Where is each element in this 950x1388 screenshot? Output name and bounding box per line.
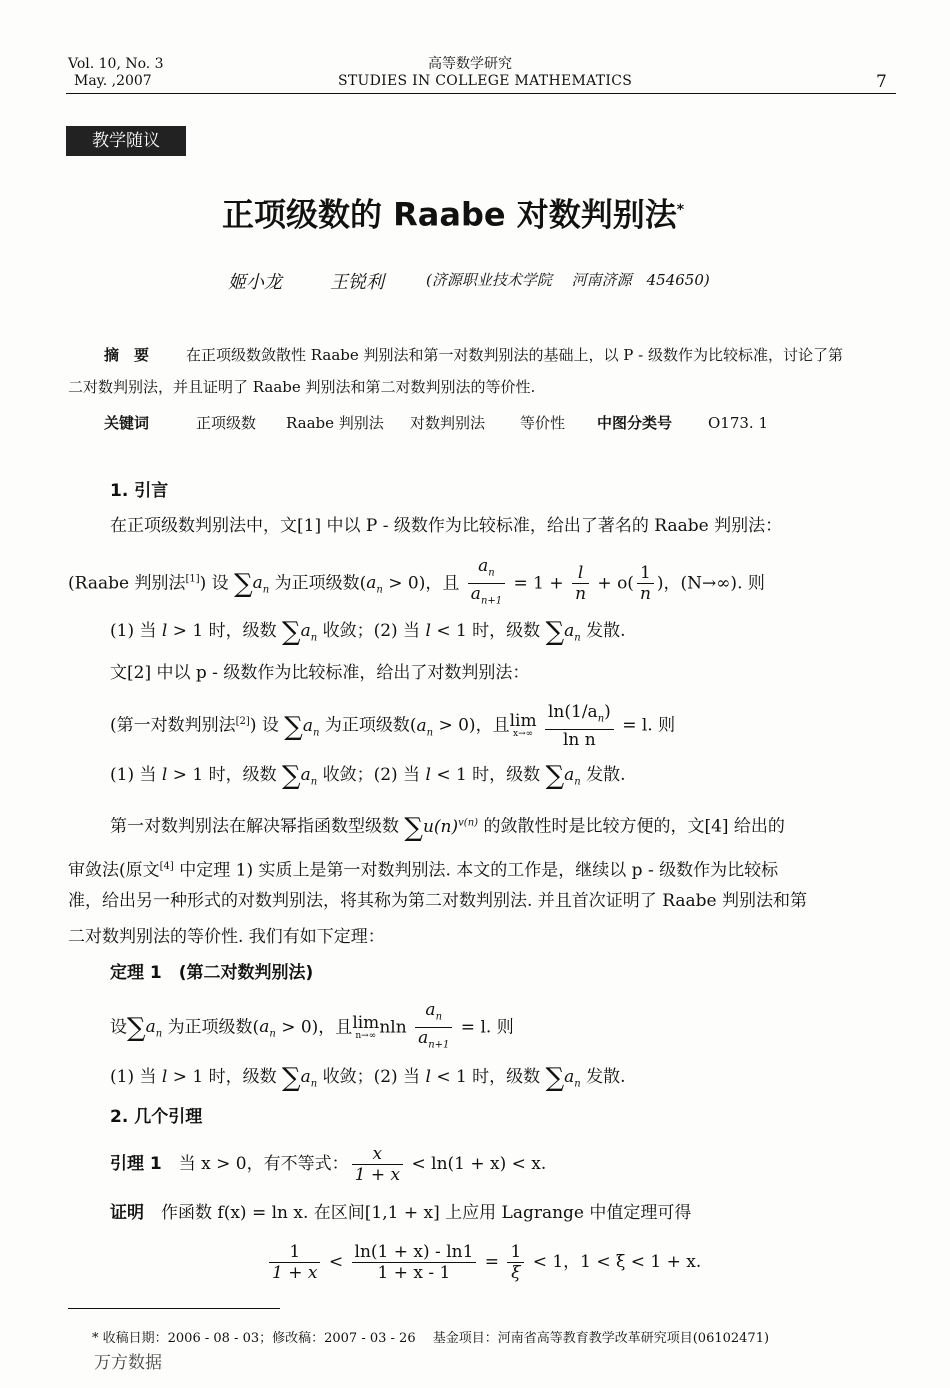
keyword-item: 等价性 xyxy=(520,414,566,432)
section-heading: 1. 引言 xyxy=(110,481,169,501)
raabe-test-result: (1) 当 l > 1 时，级数 $\sum a_n$ 收敛；(2) 当 l < 1 时，级数 $\sum a_n$ 发散. xyxy=(110,617,626,647)
paragraph-line: 审敛法(原文[4] 中定理 1) 实质上是第一对数判别法. 本文的工作是，继续以 p - 级数作为比较标 xyxy=(68,860,779,881)
journal-title-cn: 高等数学研究 xyxy=(428,56,512,72)
clc-label: 中图分类号 xyxy=(597,414,673,432)
fraction: $\frac{x}{1 + x}$ xyxy=(352,1144,403,1185)
issue-date: May. ,2007 xyxy=(74,73,152,89)
volume-info: Vol. 10, No. 3 xyxy=(68,56,164,72)
theorem-statement: 设$\sum a_n$ 为正项级数$(a_n > 0)$，且lim n→∞ nln $\frac{a_n}{a_{n+1}}$ = l. 则 xyxy=(110,1000,514,1044)
footnote-text: * 收稿日期：2006 - 08 - 03；修改稿：2007 - 03 - 26 基金项目：河南省高等教育教学改革研究项目(06102471) xyxy=(92,1331,770,1346)
watermark: 万方数据 xyxy=(94,1353,162,1373)
theorem-result: (1) 当 l > 1 时，级数 $\sum a_n$ 收敛；(2) 当 l < 1 时，级数 $\sum a_n$ 发散. xyxy=(110,1063,626,1093)
page-number: 7 xyxy=(876,72,887,92)
clc-value: O173. 1 xyxy=(708,414,769,432)
author-affiliation: (济源职业技术学院 河南济源 454650) xyxy=(426,271,710,289)
citation: [4] xyxy=(159,861,174,872)
author-name: 姬小龙 xyxy=(228,272,282,293)
log1-test-statement: (第一对数判别法[2]) 设 $\sum a_n$ 为正项级数$(a_n > 0)$，且lim x→∞ $\frac{\ln(1/a_n)}{\text{ln n}}$ = l. 则 xyxy=(110,701,676,751)
limit-symbol: lim n→∞ xyxy=(352,1012,380,1041)
citation: [2] xyxy=(235,716,250,727)
paragraph-line: 二对数判别法的等价性. 我们有如下定理： xyxy=(68,927,385,947)
fraction: $\frac{a_n}{a_{n+1}}$ xyxy=(468,556,505,612)
proof-line: 证明 作函数 f(x) = ln x. 在区间[1,1 + x] 上应用 Lagrange 中值定理可得 xyxy=(110,1203,692,1223)
abstract-line: 在正项级数敛散性 Raabe 判别法和第一对数判别法的基础上，以 P - 级数作为比较标准，讨论了第 xyxy=(186,346,844,364)
paragraph-line: 文[2] 中以 p - 级数作为比较标准，给出了对数判别法： xyxy=(110,663,530,683)
fraction: $\frac{1}{1 + x}$ xyxy=(269,1242,320,1283)
keyword-item: 正项级数 xyxy=(196,414,257,432)
fraction: $\frac{\ln(1/a_n)}{\text{ln n}}$ xyxy=(545,702,614,750)
paragraph-line: 准，给出另一种形式的对数判别法，将其称为第二对数判别法. 并且首次证明了 Raabe 判别法和第 xyxy=(68,891,808,911)
paper-title-text: 正项级数的 Raabe 对数判别法 xyxy=(222,195,677,234)
author-name: 王锐利 xyxy=(330,272,384,293)
fraction: $\frac{l}{n}$ xyxy=(572,563,589,604)
fraction: $\frac{\ln(1 + x) - \ln 1}{1 + x - 1}$ xyxy=(352,1242,477,1283)
limit-symbol: lim x→∞ xyxy=(509,711,537,740)
abstract-line: 二对数判别法，并且证明了 Raabe 判别法和第二对数判别法的等价性. xyxy=(68,378,536,396)
keyword-item: 对数判别法 xyxy=(410,414,486,432)
lemma-statement: 引理 1 当 x > 0，有不等式： $\frac{x}{1 + x}$ < ln(1 + x) < x. xyxy=(110,1144,547,1185)
keywords-label: 关键词 xyxy=(104,414,150,432)
equation: $\frac{1}{1 + x}$ < $\frac{\ln(1 + x) - \ln 1}{1 + x - 1}$ = $\frac{1}{\xi}$ < 1，1 < ξ < 1 + x. xyxy=(266,1236,701,1288)
citation: [1] xyxy=(185,573,200,585)
log1-test-result: (1) 当 l > 1 时，级数 $\sum a_n$ 收敛；(2) 当 l < 1 时，级数 $\sum a_n$ 发散. xyxy=(110,761,626,791)
section-heading: 2. 几个引理 xyxy=(110,1107,203,1127)
footnote-rule xyxy=(68,1308,280,1309)
paragraph-line: 在正项级数判别法中，文[1] 中以 P - 级数作为比较标准，给出了著名的 Raabe 判别法： xyxy=(110,516,783,536)
paragraph-line: 第一对数判别法在解决幂指函数型级数 $\sum u(n)^{v(n)}$ 的敛散性时是比较方便的，文[4] 给出的 xyxy=(110,812,785,843)
header-rule xyxy=(66,93,896,94)
abstract-label: 摘 要 xyxy=(104,346,150,364)
title-footnote-mark: * xyxy=(676,202,685,218)
fraction: $\frac{a_n}{a_{n+1}}$ xyxy=(415,1000,452,1056)
theorem-label: 定理 1 (第二对数判别法) xyxy=(110,963,314,983)
fraction: $\frac{1}{n}$ xyxy=(637,563,654,604)
raabe-test-statement: (Raabe 判别法[1]) 设 $\sum a_n$ 为正项级数$(a_n > 0)$，且 $\frac{a_n}{a_{n+1}}$ = 1 + $\frac{l}{n}$ + o( $\frac{1}{n}$ )，(N→∞). 则 xyxy=(68,556,765,600)
paper-title xyxy=(222,188,684,237)
journal-title-en: STUDIES IN COLLEGE MATHEMATICS xyxy=(338,73,633,89)
fraction: $\frac{1}{\xi}$ xyxy=(507,1242,524,1283)
keyword-item: Raabe 判别法 xyxy=(286,414,384,432)
column-tag: 教学随议 xyxy=(66,126,186,156)
